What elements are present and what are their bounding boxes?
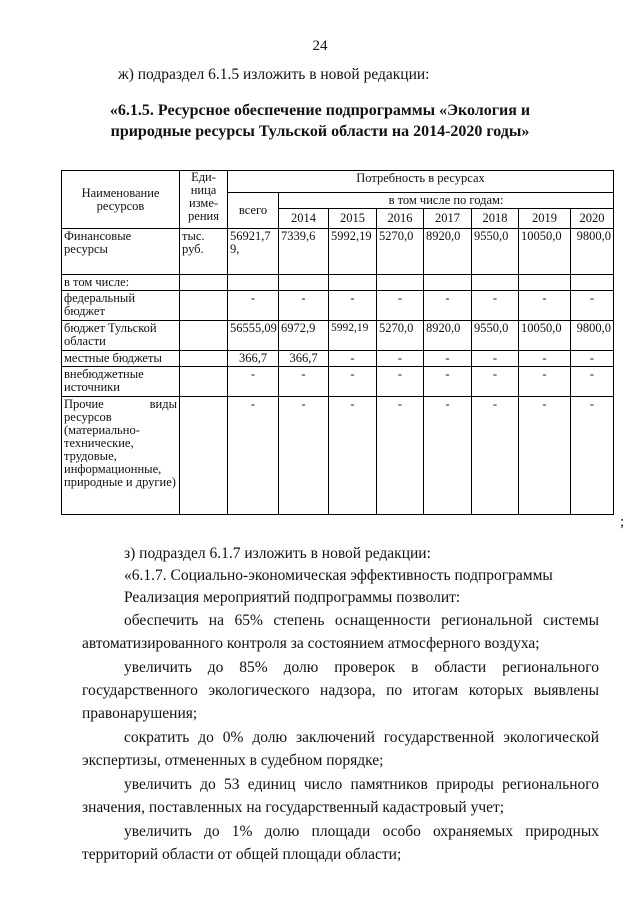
cell-total: 56555,09 xyxy=(228,321,279,351)
cell-value: 5992,19 xyxy=(329,229,377,275)
cell-value: - xyxy=(424,397,472,515)
table-row-financial xyxy=(62,229,614,275)
cell-total: 366,7 xyxy=(228,351,279,367)
paragraph-item: сократить до 0% долю заключений государственной экологической экспертизы, отмененных в судебном порядке; xyxy=(82,729,599,769)
paragraph-item: увеличить до 53 единиц число памятников природы регионального значения, поставленных на государственный кадастровый учет; xyxy=(82,776,599,816)
row-label: Финансовые ресурсы xyxy=(62,229,180,275)
cell-value: - xyxy=(472,367,519,397)
cell-value: - xyxy=(329,367,377,397)
table-row-extrabudget xyxy=(62,367,614,397)
cell-value: - xyxy=(279,367,329,397)
year-header: 2014 xyxy=(279,209,329,229)
year-header: 2019 xyxy=(519,209,571,229)
cell-value: 8920,0 xyxy=(424,321,472,351)
cell-value: - xyxy=(377,291,424,321)
cell-total: - xyxy=(228,367,279,397)
year-header: 2015 xyxy=(329,209,377,229)
paragraph-intro: Реализация мероприятий подпрограммы позволит: xyxy=(124,589,461,606)
cell-value: - xyxy=(279,291,329,321)
cell-value: 8920,0 xyxy=(424,229,472,275)
cell-value: - xyxy=(329,351,377,367)
cell-value: 9800,0 xyxy=(571,229,614,275)
cell-value: - xyxy=(329,291,377,321)
table-row-tula-budget xyxy=(62,321,614,351)
header-resource-need: Потребность в ресурсах xyxy=(228,171,614,193)
section-heading-line-1: «6.1.5. Ресурсное обеспечение подпрограммы «Экология и xyxy=(109,102,531,119)
paragraph-item: обеспечить на 65% степень оснащенности региональной системы автоматизированного контроля за состоянием атмосферного воздуха; xyxy=(82,612,599,652)
cell-value: - xyxy=(519,397,571,515)
paragraph-item: увеличить до 1% долю площади особо охраняемых природных территорий области от общей площади области; xyxy=(82,823,599,863)
table-row-other xyxy=(62,397,614,515)
cell-value: - xyxy=(472,397,519,515)
cell-value: 10050,0 xyxy=(519,229,571,275)
cell-value: - xyxy=(519,367,571,397)
cell-value: 366,7 xyxy=(279,351,329,367)
row-label: внебюджетные источники xyxy=(62,367,180,397)
year-header: 2020 xyxy=(571,209,614,229)
cell-value: - xyxy=(424,367,472,397)
header-unit: Еди- ница изме- рения xyxy=(180,171,228,229)
cell-value: - xyxy=(279,397,329,515)
page-number: 24 xyxy=(312,38,328,54)
cell-value: 9550,0 xyxy=(472,229,519,275)
cell-value: - xyxy=(424,291,472,321)
cell-value: 9800,0 xyxy=(571,321,614,351)
table-row-local xyxy=(62,351,614,367)
table-end-semicolon: ; xyxy=(620,514,625,530)
cell-value: - xyxy=(329,397,377,515)
cell-value: - xyxy=(571,397,614,515)
row-label: Прочие виды ресурсов (материально-технические, трудовые, информационные, природные и другие) xyxy=(62,397,180,515)
cell-total: - xyxy=(228,397,279,515)
cell-value: - xyxy=(377,367,424,397)
header-by-years: в том числе по годам: xyxy=(279,193,614,209)
cell-value: - xyxy=(472,351,519,367)
header-total: всего xyxy=(228,193,279,229)
year-header: 2018 xyxy=(472,209,519,229)
cell-total: - xyxy=(228,291,279,321)
cell-value: 5270,0 xyxy=(377,229,424,275)
row-label: бюджет Тульской области xyxy=(62,321,180,351)
cell-total: 56921,79, xyxy=(228,229,279,275)
cell-value: - xyxy=(571,351,614,367)
cell-value: - xyxy=(472,291,519,321)
cell-value: - xyxy=(424,351,472,367)
instruction-zh: ж) подраздел 6.1.5 изложить в новой редакции: xyxy=(118,66,430,83)
cell-value: - xyxy=(571,367,614,397)
cell-value: - xyxy=(519,291,571,321)
section-heading-line-2: природные ресурсы Тульской области на 2014-2020 годы» xyxy=(110,123,530,140)
cell-value: 5270,0 xyxy=(377,321,424,351)
instruction-z: з) подраздел 6.1.7 изложить в новой редакции: xyxy=(124,545,431,562)
row-unit: тыс. руб. xyxy=(180,229,228,275)
table-row-federal xyxy=(62,291,614,321)
table-row-incl xyxy=(62,275,614,291)
paragraph-item: увеличить до 85% долю проверок в области регионального государственного экологического надзора, по итогам которых выявлены правонарушения; xyxy=(82,659,599,722)
year-header: 2017 xyxy=(424,209,472,229)
row-label: местные бюджеты xyxy=(62,351,180,367)
header-resource-name: Наименование ресурсов xyxy=(62,171,180,229)
resource-table xyxy=(61,170,614,515)
cell-value: 9550,0 xyxy=(472,321,519,351)
cell-value: - xyxy=(377,397,424,515)
subsection-heading: «6.1.7. Социально-экономическая эффективность подпрограммы xyxy=(124,567,553,584)
cell-value: 5992,19 xyxy=(329,321,377,351)
cell-value: 6972,9 xyxy=(279,321,329,351)
cell-value: - xyxy=(571,291,614,321)
year-header: 2016 xyxy=(377,209,424,229)
cell-value: - xyxy=(377,351,424,367)
row-label: федеральный бюджет xyxy=(62,291,180,321)
cell-value: - xyxy=(519,351,571,367)
row-label: в том числе: xyxy=(62,275,180,291)
cell-value: 10050,0 xyxy=(519,321,571,351)
cell-value: 7339,6 xyxy=(279,229,329,275)
